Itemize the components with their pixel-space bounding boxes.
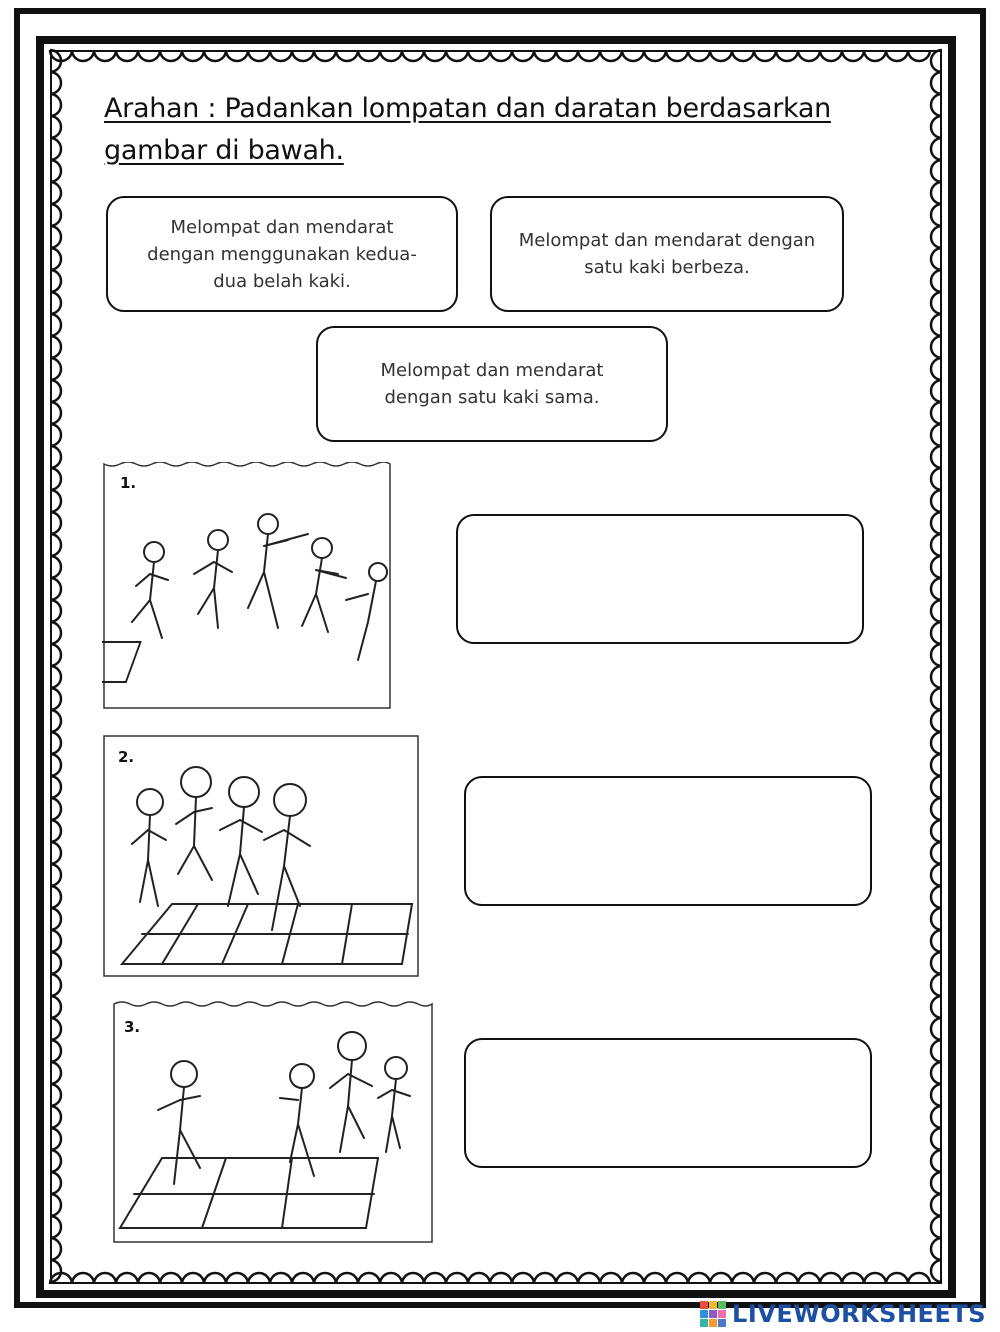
instruction-line-2: gambar di bawah.: [104, 135, 344, 166]
children-jumping-on-grid-illustration: [102, 998, 438, 1246]
logo-tile: [709, 1310, 717, 1318]
option-text: Melompat dan mendarat dengan menggunakan kedua-dua belah kaki.: [147, 216, 417, 292]
logo-tile: [709, 1319, 717, 1327]
picture-number: 2.: [118, 748, 135, 766]
picture-panel-1: [102, 462, 392, 712]
answer-box-3[interactable]: [464, 1038, 872, 1168]
option-card-both-feet[interactable]: [106, 196, 458, 312]
logo-tile: [700, 1301, 708, 1309]
picture-number: 3.: [124, 1018, 141, 1036]
answer-box-2[interactable]: [464, 776, 872, 906]
liveworksheets-watermark: [700, 1300, 986, 1328]
girls-hopping-on-grid-illustration: [102, 734, 420, 978]
liveworksheets-logo-icon: [700, 1301, 726, 1327]
logo-tile: [718, 1301, 726, 1309]
option-card-same-foot[interactable]: [316, 326, 668, 442]
picture-panel-3: [102, 998, 438, 1246]
option-text: Melompat dan mendarat dengan satu kaki berbeza.: [518, 230, 816, 278]
logo-tile: [700, 1310, 708, 1318]
instruction-heading: [104, 88, 904, 172]
children-hopping-single-file-illustration: [102, 462, 392, 712]
logo-tile: [709, 1301, 717, 1309]
answer-box-1[interactable]: [456, 514, 864, 644]
option-text: Melompat dan mendarat dengan satu kaki sama.: [380, 360, 604, 408]
instruction-line-1: Arahan : Padankan lompatan dan daratan berdasarkan: [104, 93, 831, 124]
option-card-different-foot[interactable]: [490, 196, 844, 312]
picture-number: 1.: [120, 474, 137, 492]
logo-tile: [718, 1310, 726, 1318]
logo-tile: [700, 1319, 708, 1327]
logo-tile: [718, 1319, 726, 1327]
watermark-text: LIVEWORKSHEETS: [732, 1300, 986, 1328]
picture-panel-2: [102, 734, 420, 978]
